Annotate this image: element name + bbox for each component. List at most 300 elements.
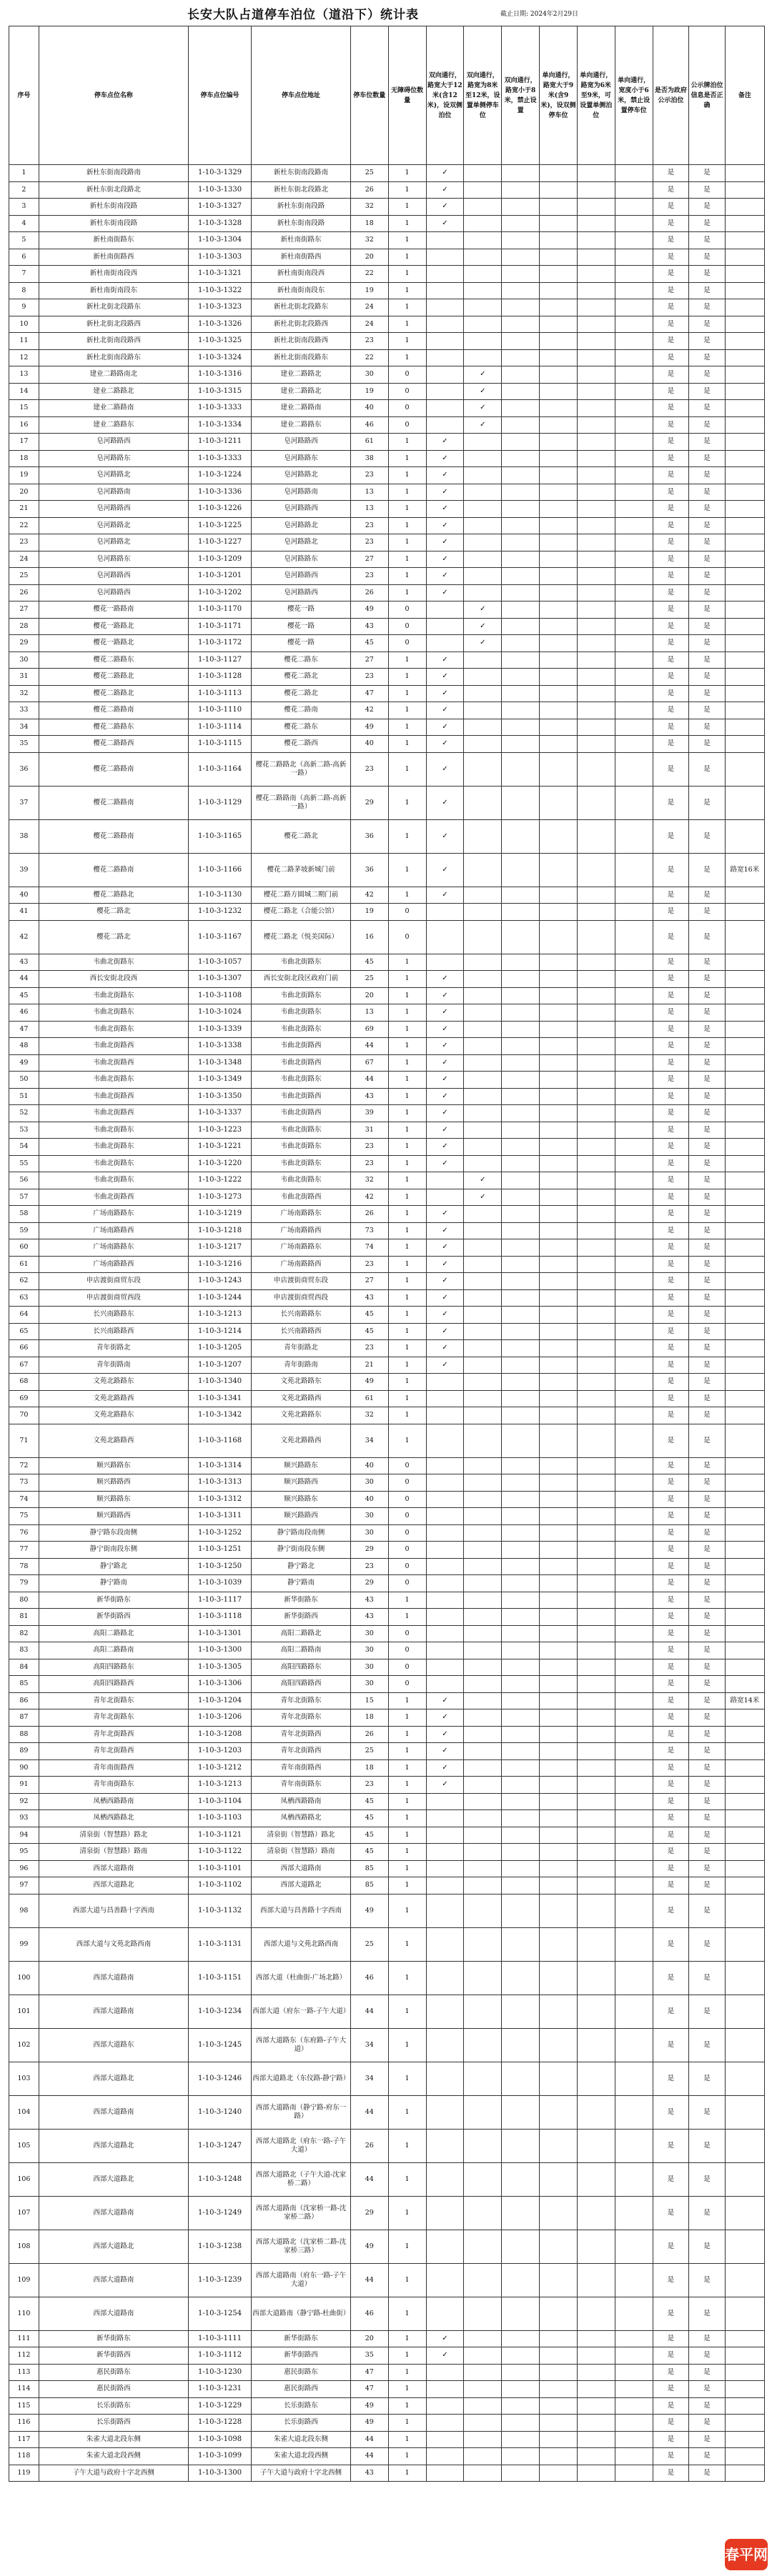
cell-r bbox=[725, 1323, 764, 1340]
cell-c4 bbox=[540, 1088, 578, 1105]
cell-c1: ✓ bbox=[426, 450, 464, 467]
cell-name: 顺兴路路西 bbox=[39, 1508, 188, 1525]
cell-name: 新杜南街南段东 bbox=[39, 282, 188, 299]
cell-no: 33 bbox=[9, 702, 39, 719]
cell-n: 43 bbox=[350, 1592, 388, 1609]
cell-r bbox=[725, 2162, 764, 2196]
cell-name: 文苑北路路东 bbox=[39, 1374, 188, 1391]
cell-c5 bbox=[577, 618, 615, 635]
cell-no: 28 bbox=[9, 618, 39, 635]
cell-name: 文苑北路路西 bbox=[39, 1390, 188, 1407]
cell-c2 bbox=[464, 2381, 502, 2398]
cell-c3 bbox=[502, 1625, 540, 1642]
cell-r bbox=[725, 669, 764, 686]
cell-n: 34 bbox=[350, 2028, 388, 2062]
cell-c1 bbox=[426, 2263, 464, 2297]
cell-a: 1 bbox=[388, 752, 426, 786]
cell-g: 是 bbox=[653, 1239, 689, 1257]
cell-no: 66 bbox=[9, 1340, 39, 1357]
cell-c5 bbox=[577, 1508, 615, 1525]
cell-code: 1-10-3-1203 bbox=[189, 1743, 252, 1760]
cell-c3 bbox=[502, 2347, 540, 2365]
cell-c2 bbox=[464, 1625, 502, 1642]
cell-c6 bbox=[615, 1256, 653, 1273]
cell-c1 bbox=[426, 2415, 464, 2432]
cell-code: 1-10-3-1113 bbox=[189, 685, 252, 702]
cell-n: 23 bbox=[350, 333, 388, 350]
cell-c5 bbox=[577, 299, 615, 316]
cell-addr: 韦曲北街路西 bbox=[252, 1105, 351, 1122]
cell-no: 109 bbox=[9, 2263, 39, 2297]
cell-c3 bbox=[502, 1357, 540, 1374]
cell-c1 bbox=[426, 232, 464, 249]
cell-c1 bbox=[426, 1927, 464, 1961]
cell-no: 7 bbox=[9, 266, 39, 283]
cell-c4 bbox=[540, 2431, 578, 2448]
cell-p: 是 bbox=[689, 1155, 726, 1172]
table-row bbox=[9, 1659, 765, 1676]
cell-addr: 皂河路路北 bbox=[252, 467, 351, 484]
cell-r bbox=[725, 434, 764, 451]
cell-no: 116 bbox=[9, 2415, 39, 2432]
cell-c4 bbox=[540, 1424, 578, 1457]
cell-addr: 新杜东街南段路 bbox=[252, 199, 351, 216]
cell-r bbox=[725, 2129, 764, 2162]
cell-c4 bbox=[540, 1004, 578, 1022]
cell-a: 1 bbox=[388, 819, 426, 853]
cell-c6 bbox=[615, 1307, 653, 1324]
cell-addr: 韦曲北街路东 bbox=[252, 1004, 351, 1022]
cell-p: 是 bbox=[689, 551, 726, 568]
cell-c1 bbox=[426, 2162, 464, 2196]
cell-addr: 樱花二路北（悦美国际） bbox=[252, 920, 351, 954]
cell-c2 bbox=[464, 971, 502, 988]
cell-name: 樱花二路北 bbox=[39, 920, 188, 954]
cell-r bbox=[725, 1961, 764, 1995]
cell-a: 1 bbox=[388, 568, 426, 585]
cell-a: 0 bbox=[388, 920, 426, 954]
cell-name: 樱花二路路北 bbox=[39, 887, 188, 904]
cell-c6 bbox=[615, 1793, 653, 1810]
cell-r bbox=[725, 1424, 764, 1457]
cell-a: 1 bbox=[388, 199, 426, 216]
cell-p: 是 bbox=[689, 1474, 726, 1492]
cell-c2 bbox=[464, 1054, 502, 1072]
cell-r bbox=[725, 954, 764, 971]
cell-c5 bbox=[577, 1407, 615, 1424]
cell-c4 bbox=[540, 652, 578, 669]
cell-addr: 惠民街路东 bbox=[252, 2364, 351, 2381]
table-row bbox=[9, 1155, 765, 1172]
cell-r bbox=[725, 584, 764, 601]
cell-addr: 长乐街路东 bbox=[252, 2397, 351, 2415]
cell-g: 是 bbox=[653, 1777, 689, 1794]
cell-c4 bbox=[540, 1206, 578, 1223]
cell-c1: ✓ bbox=[426, 501, 464, 518]
cell-name: 韦曲北街路西 bbox=[39, 1054, 188, 1072]
cell-a: 1 bbox=[388, 1793, 426, 1810]
cell-code: 1-10-3-1167 bbox=[189, 920, 252, 954]
cell-c6 bbox=[615, 1810, 653, 1827]
table-row bbox=[9, 1424, 765, 1457]
cell-a: 0 bbox=[388, 1575, 426, 1592]
table-row bbox=[9, 1692, 765, 1709]
cell-addr: 新杜南街南段东 bbox=[252, 282, 351, 299]
table-row bbox=[9, 1827, 765, 1844]
cell-no: 112 bbox=[9, 2347, 39, 2365]
cell-c5 bbox=[577, 2196, 615, 2230]
cell-code: 1-10-3-1129 bbox=[189, 786, 252, 819]
cell-g: 是 bbox=[653, 2297, 689, 2330]
cell-c4 bbox=[540, 1508, 578, 1525]
cell-a: 1 bbox=[388, 786, 426, 819]
cell-r bbox=[725, 383, 764, 400]
cell-c6 bbox=[615, 1844, 653, 1861]
cell-r bbox=[725, 2415, 764, 2432]
cell-c6 bbox=[615, 568, 653, 585]
cell-r bbox=[725, 2028, 764, 2062]
cell-c4 bbox=[540, 702, 578, 719]
cell-r bbox=[725, 1995, 764, 2028]
cell-a: 1 bbox=[388, 736, 426, 753]
cell-no: 82 bbox=[9, 1625, 39, 1642]
table-row bbox=[9, 416, 765, 434]
cell-code: 1-10-3-1172 bbox=[189, 635, 252, 652]
cell-n: 23 bbox=[350, 1558, 388, 1575]
cell-code: 1-10-3-1114 bbox=[189, 719, 252, 736]
cell-c6 bbox=[615, 2347, 653, 2365]
cell-c4 bbox=[540, 1340, 578, 1357]
cell-name: 韦曲北街路东 bbox=[39, 954, 188, 971]
cell-p: 是 bbox=[689, 1054, 726, 1072]
cell-name: 子午大道与政府十字北西侧 bbox=[39, 2465, 188, 2482]
cell-p: 是 bbox=[689, 1222, 726, 1239]
cell-c6 bbox=[615, 904, 653, 921]
cell-name: 韦曲北街路东 bbox=[39, 1004, 188, 1022]
cell-a: 1 bbox=[388, 1323, 426, 1340]
cell-r bbox=[725, 1122, 764, 1139]
cell-g: 是 bbox=[653, 1206, 689, 1223]
cell-name: 樱花二路路南 bbox=[39, 819, 188, 853]
cell-name: 西部大道路南 bbox=[39, 2263, 188, 2297]
cell-g: 是 bbox=[653, 1474, 689, 1492]
cell-addr: 青年街路北 bbox=[252, 1340, 351, 1357]
cell-c6 bbox=[615, 1004, 653, 1022]
cell-a: 1 bbox=[388, 1289, 426, 1307]
cell-c4 bbox=[540, 920, 578, 954]
cell-no: 19 bbox=[9, 467, 39, 484]
cell-p: 是 bbox=[689, 1340, 726, 1357]
cell-a: 1 bbox=[388, 467, 426, 484]
cell-r bbox=[725, 517, 764, 534]
cell-addr: 长兴南路路东 bbox=[252, 1307, 351, 1324]
cell-r bbox=[725, 2465, 764, 2482]
cell-addr: 韦曲北街路西 bbox=[252, 1038, 351, 1055]
cell-no: 93 bbox=[9, 1810, 39, 1827]
cell-r bbox=[725, 1524, 764, 1542]
cell-c2 bbox=[464, 1256, 502, 1273]
cell-a: 1 bbox=[388, 685, 426, 702]
cell-c3 bbox=[502, 2230, 540, 2263]
cell-c1: ✓ bbox=[426, 987, 464, 1004]
cell-n: 44 bbox=[350, 1995, 388, 2028]
cell-p: 是 bbox=[689, 467, 726, 484]
cell-c3 bbox=[502, 853, 540, 887]
cell-addr: 韦曲北街路东 bbox=[252, 987, 351, 1004]
cell-n: 46 bbox=[350, 1961, 388, 1995]
table-row bbox=[9, 685, 765, 702]
cell-name: 青年街路北 bbox=[39, 1340, 188, 1357]
cell-g: 是 bbox=[653, 232, 689, 249]
cell-g: 是 bbox=[653, 2431, 689, 2448]
cell-n: 46 bbox=[350, 416, 388, 434]
cell-c5 bbox=[577, 1827, 615, 1844]
table-row bbox=[9, 1927, 765, 1961]
table-row bbox=[9, 1609, 765, 1626]
cell-code: 1-10-3-1057 bbox=[189, 954, 252, 971]
cell-c5 bbox=[577, 601, 615, 619]
cell-r bbox=[725, 551, 764, 568]
cell-c1: ✓ bbox=[426, 551, 464, 568]
cell-a: 1 bbox=[388, 1122, 426, 1139]
cell-addr: 韦曲北街路西 bbox=[252, 1088, 351, 1105]
cell-c3 bbox=[502, 2330, 540, 2347]
cell-c2 bbox=[464, 1004, 502, 1022]
cell-code: 1-10-3-1305 bbox=[189, 1659, 252, 1676]
cell-addr: 樱花二路方圆城二期门前 bbox=[252, 887, 351, 904]
cell-c3 bbox=[502, 1407, 540, 1424]
cell-n: 47 bbox=[350, 685, 388, 702]
cell-c2 bbox=[464, 736, 502, 753]
cell-n: 22 bbox=[350, 266, 388, 283]
cell-c3 bbox=[502, 1844, 540, 1861]
cell-r bbox=[725, 1508, 764, 1525]
cell-a: 1 bbox=[388, 1222, 426, 1239]
cell-p: 是 bbox=[689, 2431, 726, 2448]
cell-c2 bbox=[464, 199, 502, 216]
cell-addr: 文苑北路路东 bbox=[252, 1407, 351, 1424]
cell-code: 1-10-3-1226 bbox=[189, 501, 252, 518]
cell-name: 皂河路路西 bbox=[39, 501, 188, 518]
cell-c6 bbox=[615, 1927, 653, 1961]
cell-c1: ✓ bbox=[426, 1692, 464, 1709]
cell-n: 23 bbox=[350, 1256, 388, 1273]
cell-c4 bbox=[540, 2263, 578, 2297]
cell-c2 bbox=[464, 1273, 502, 1290]
cell-name: 新杜南街路西 bbox=[39, 249, 188, 266]
cell-no: 58 bbox=[9, 1206, 39, 1223]
cell-name: 建业二路路东 bbox=[39, 416, 188, 434]
cell-c3 bbox=[502, 1609, 540, 1626]
cell-g: 是 bbox=[653, 1676, 689, 1693]
cell-no: 59 bbox=[9, 1222, 39, 1239]
cell-c5 bbox=[577, 786, 615, 819]
cell-addr: 樱花二路北 bbox=[252, 819, 351, 853]
cell-code: 1-10-3-1122 bbox=[189, 1844, 252, 1861]
cell-c1 bbox=[426, 1424, 464, 1457]
cell-c2 bbox=[464, 1508, 502, 1525]
cell-name: 青年南街路西 bbox=[39, 1759, 188, 1777]
cell-a: 1 bbox=[388, 282, 426, 299]
cell-c1 bbox=[426, 1524, 464, 1542]
cell-n: 44 bbox=[350, 2448, 388, 2465]
cell-n: 23 bbox=[350, 1155, 388, 1172]
cell-code: 1-10-3-1350 bbox=[189, 1088, 252, 1105]
cell-c3 bbox=[502, 1743, 540, 1760]
cell-c1: ✓ bbox=[426, 1759, 464, 1777]
cell-a: 1 bbox=[388, 2415, 426, 2432]
table-row bbox=[9, 1189, 765, 1206]
cell-no: 67 bbox=[9, 1357, 39, 1374]
cell-addr: 青年北街路西 bbox=[252, 1726, 351, 1743]
cell-addr: 青年北街路西 bbox=[252, 1743, 351, 1760]
cell-c4 bbox=[540, 1827, 578, 1844]
cell-p: 是 bbox=[689, 1491, 726, 1508]
header-cell: 停车点位地址 bbox=[252, 26, 351, 165]
cell-c5 bbox=[577, 517, 615, 534]
cell-no: 103 bbox=[9, 2062, 39, 2095]
cell-c6 bbox=[615, 2397, 653, 2415]
cell-c5 bbox=[577, 1759, 615, 1777]
cell-c6 bbox=[615, 1592, 653, 1609]
cell-c4 bbox=[540, 819, 578, 853]
cell-c6 bbox=[615, 2230, 653, 2263]
cell-no: 107 bbox=[9, 2196, 39, 2230]
cell-p: 是 bbox=[689, 853, 726, 887]
cell-c2 bbox=[464, 1659, 502, 1676]
cell-code: 1-10-3-1341 bbox=[189, 1390, 252, 1407]
cell-c1 bbox=[426, 2297, 464, 2330]
cell-addr: 新杜南街路西 bbox=[252, 249, 351, 266]
cell-c6 bbox=[615, 1357, 653, 1374]
cell-r bbox=[725, 1206, 764, 1223]
cell-r bbox=[725, 736, 764, 753]
cell-p: 是 bbox=[689, 1542, 726, 1559]
cell-c3 bbox=[502, 1256, 540, 1273]
cell-no: 115 bbox=[9, 2397, 39, 2415]
cell-g: 是 bbox=[653, 1743, 689, 1760]
cell-name: 建业二路路南 bbox=[39, 400, 188, 417]
cell-code: 1-10-3-1337 bbox=[189, 1105, 252, 1122]
cell-no: 15 bbox=[9, 400, 39, 417]
cell-c1: ✓ bbox=[426, 1340, 464, 1357]
cell-c4 bbox=[540, 266, 578, 283]
cell-a: 1 bbox=[388, 333, 426, 350]
cell-n: 44 bbox=[350, 1072, 388, 1089]
cell-c6 bbox=[615, 2129, 653, 2162]
cell-g: 是 bbox=[653, 1139, 689, 1156]
cell-r bbox=[725, 2347, 764, 2365]
cell-c1 bbox=[426, 282, 464, 299]
cell-no: 11 bbox=[9, 333, 39, 350]
cell-g: 是 bbox=[653, 1307, 689, 1324]
cell-r bbox=[725, 819, 764, 853]
cell-c2 bbox=[464, 165, 502, 182]
cell-c3 bbox=[502, 1877, 540, 1894]
cell-r bbox=[725, 1357, 764, 1374]
cell-name: 青年北街路西 bbox=[39, 1726, 188, 1743]
table-row bbox=[9, 316, 765, 333]
cell-a: 1 bbox=[388, 1592, 426, 1609]
cell-r bbox=[725, 1743, 764, 1760]
cell-no: 52 bbox=[9, 1105, 39, 1122]
cell-n: 26 bbox=[350, 181, 388, 199]
cell-c3 bbox=[502, 1558, 540, 1575]
cell-c6 bbox=[615, 635, 653, 652]
cell-code: 1-10-3-1168 bbox=[189, 1424, 252, 1457]
cell-r bbox=[725, 920, 764, 954]
cell-name: 申店渡街商贸西段 bbox=[39, 1289, 188, 1307]
table-row bbox=[9, 1592, 765, 1609]
cell-c6 bbox=[615, 1709, 653, 1727]
cell-c1: ✓ bbox=[426, 1088, 464, 1105]
cell-c2 bbox=[464, 1759, 502, 1777]
cell-a: 1 bbox=[388, 2297, 426, 2330]
table-row bbox=[9, 2381, 765, 2398]
cell-code: 1-10-3-1165 bbox=[189, 819, 252, 853]
table-row bbox=[9, 601, 765, 619]
cell-name: 广场南路路西 bbox=[39, 1222, 188, 1239]
cell-r bbox=[725, 568, 764, 585]
cell-code: 1-10-3-1130 bbox=[189, 887, 252, 904]
cell-c3 bbox=[502, 1508, 540, 1525]
cell-c3 bbox=[502, 199, 540, 216]
cell-addr: 皂河路路西 bbox=[252, 501, 351, 518]
cell-c5 bbox=[577, 719, 615, 736]
cell-addr: 文苑北路路西 bbox=[252, 1390, 351, 1407]
cell-g: 是 bbox=[653, 2095, 689, 2129]
header-cell: 停车点位名称 bbox=[39, 26, 188, 165]
cell-a: 1 bbox=[388, 2263, 426, 2297]
cell-c2 bbox=[464, 1676, 502, 1693]
cell-a: 1 bbox=[388, 1374, 426, 1391]
cell-c4 bbox=[540, 1860, 578, 1877]
cell-c3 bbox=[502, 1239, 540, 1257]
cell-p: 是 bbox=[689, 349, 726, 366]
cell-name: 西部大道路南 bbox=[39, 2297, 188, 2330]
cell-c1 bbox=[426, 1172, 464, 1189]
cell-c5 bbox=[577, 2028, 615, 2062]
cell-c6 bbox=[615, 1877, 653, 1894]
cell-c3 bbox=[502, 181, 540, 199]
cell-g: 是 bbox=[653, 534, 689, 551]
cell-a: 1 bbox=[388, 1307, 426, 1324]
cell-c3 bbox=[502, 1273, 540, 1290]
cell-c5 bbox=[577, 1927, 615, 1961]
cell-name: 樱花一路路南 bbox=[39, 601, 188, 619]
cell-p: 是 bbox=[689, 2062, 726, 2095]
cell-name: 西部大道路北 bbox=[39, 1877, 188, 1894]
cell-name: 新杜北街北段路西 bbox=[39, 316, 188, 333]
cell-a: 0 bbox=[388, 904, 426, 921]
cell-n: 25 bbox=[350, 1743, 388, 1760]
cell-g: 是 bbox=[653, 1995, 689, 2028]
cell-no: 102 bbox=[9, 2028, 39, 2062]
cell-c3 bbox=[502, 2297, 540, 2330]
header-cell: 备注 bbox=[725, 26, 764, 165]
cell-code: 1-10-3-1273 bbox=[189, 1189, 252, 1206]
cell-c1 bbox=[426, 1625, 464, 1642]
cell-r bbox=[725, 719, 764, 736]
cell-no: 114 bbox=[9, 2381, 39, 2398]
cell-addr: 樱花二路北（合能公馆） bbox=[252, 904, 351, 921]
cell-addr: 皂河路路西 bbox=[252, 434, 351, 451]
cell-c1 bbox=[426, 366, 464, 384]
cell-a: 1 bbox=[388, 2364, 426, 2381]
cell-addr: 西部大道路南（府东一路-子午大道） bbox=[252, 2263, 351, 2297]
cell-c3 bbox=[502, 1575, 540, 1592]
cell-r bbox=[725, 2381, 764, 2398]
